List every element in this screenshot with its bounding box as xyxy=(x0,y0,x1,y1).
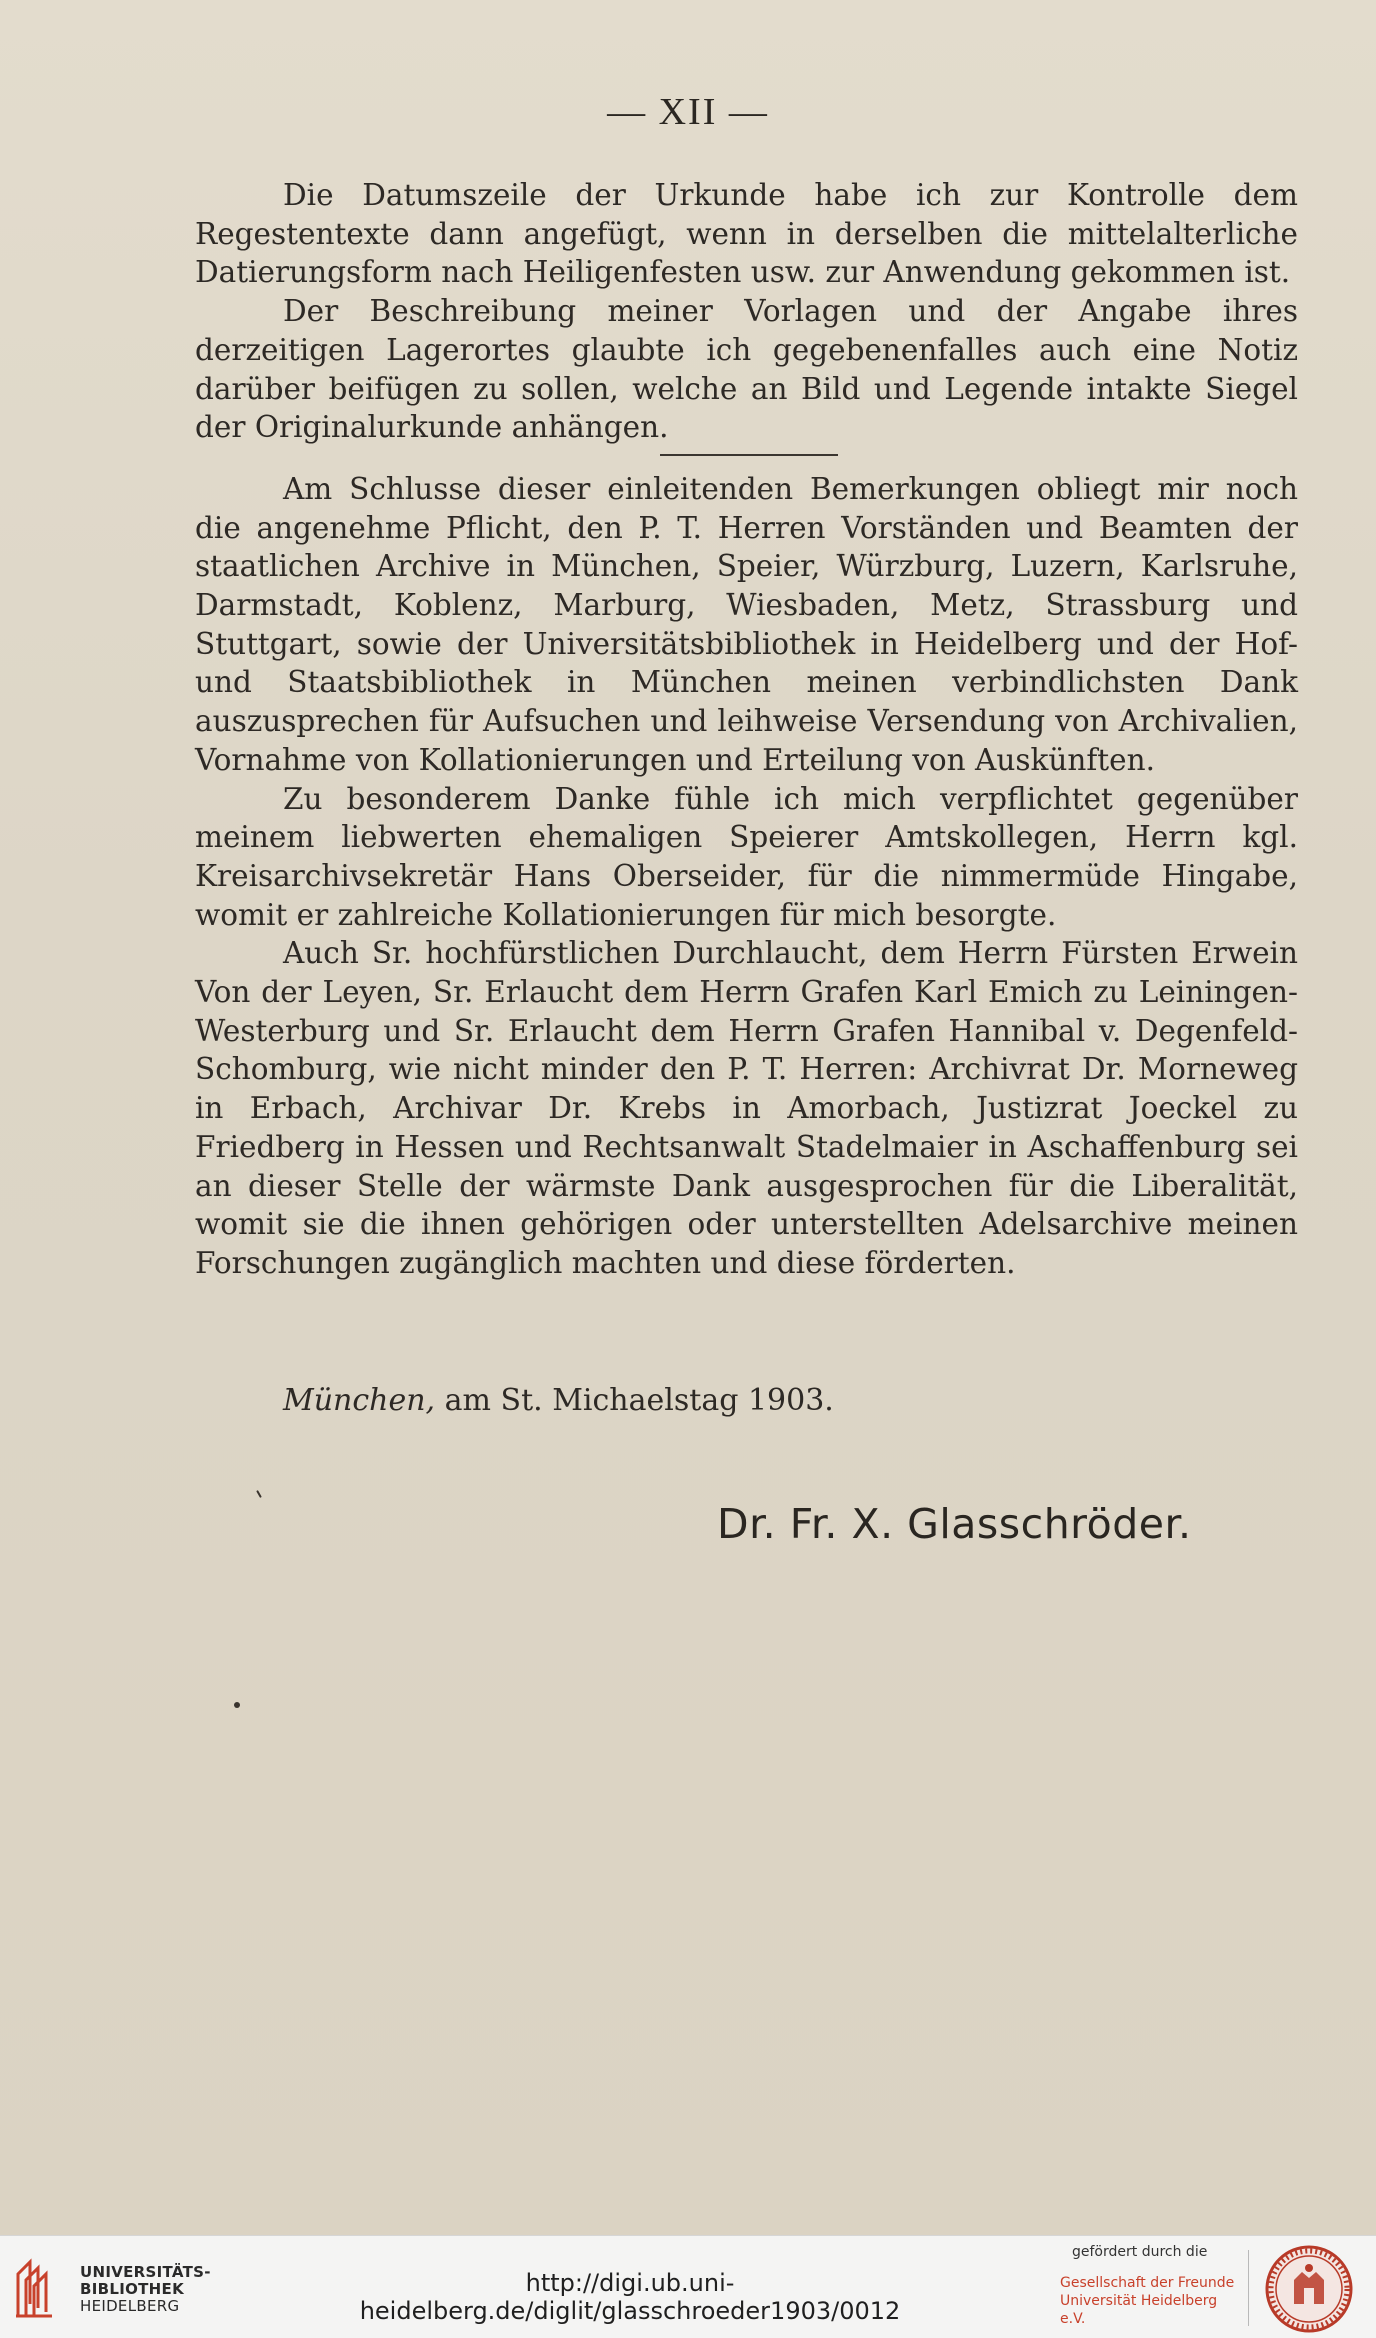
permalink-url[interactable]: http://digi.ub.uni-heidelberg.de/diglit/glasschroeder1903/0012 xyxy=(359,2269,901,2325)
dateline-date: am St. Michaelstag 1903. xyxy=(435,1383,834,1418)
signature: Dr. Fr. X. Glasschröder. xyxy=(717,1500,1192,1548)
library-name-line-3: HEIDELBERG xyxy=(80,2297,180,2315)
paragraph-3: Am Schlusse dieser einleitenden Bemerkungen obliegt mir noch die angenehme Pflicht, den P. T. Herren Vorständen und Beamten der staatlichen Archive in München, Speier, Würzburg, Luzern, Karlsruhe, Darmstadt, Koblenz, Marburg, Wiesbaden, Metz, Strassburg und Stuttgart, sowie der Universitätsbibliothek in Heidelberg und der Hof- und Staatsbibliothek in München meinen verbindlichsten Dank auszusprechen für Aufsuchen und leihweise Versendung von Archivalien, Vornahme von Kollationierungen und Erteilung von Auskünften. xyxy=(195,471,1298,777)
paragraph-1: Die Datumszeile der Urkunde habe ich zur Kontrolle dem Regestentexte dann angefügt, wenn in derselben die mittelalterliche Datierungsform nach Heiligenfesten usw. zur Anwendung gekommen ist. xyxy=(195,178,1298,290)
library-name xyxy=(80,2264,211,2315)
sponsor-block xyxy=(1060,2238,1240,2328)
university-seal-icon[interactable] xyxy=(1264,2244,1354,2334)
sponsor-name-line-1: Gesellschaft der Freunde xyxy=(1060,2275,1235,2291)
paragraph-4: Zu besonderem Danke fühle ich mich verpflichtet gegenüber meinem liebwerten ehemaligen Speierer Amtskollegen, Herrn kgl. Kreisarchivsekretär Hans Oberseider, für die nimmermüde Hingabe, womit er zahlreiche Kollationierungen für mich besorgte. xyxy=(195,781,1298,932)
page-number: — XII — xyxy=(607,91,769,133)
dateline-city: München, xyxy=(283,1383,436,1418)
ink-speck xyxy=(256,1490,262,1498)
dateline xyxy=(283,1383,834,1418)
funded-by-label: gefördert durch die xyxy=(1072,2244,1208,2260)
paragraph-5: Auch Sr. hochfürstlichen Durchlaucht, dem Herrn Fürsten Erwein Von der Leyen, Sr. Erlaucht dem Herrn Grafen Karl Emich zu Leiningen-Westerburg und Sr. Erlaucht dem Herrn Grafen Hannibal v. Degenfeld-Schomburg, wie nicht minder den P. T. Herren: Archivrat Dr. Morneweg in Erbach, Archivar Dr. Krebs in Amorbach, Justizrat Joeckel zu Friedberg in Hessen und Rechtsanwalt Stadelmaier in Aschaffenburg sei an dieser Stelle der wärmste Dank ausgesprochen für die Liberalität, womit sie die ihnen gehörigen oder unterstellten Adelsarchive meinen Forschungen zugänglich machten und diese förderten. xyxy=(195,936,1298,1280)
library-logo-icon[interactable] xyxy=(12,2256,72,2320)
section-divider xyxy=(660,454,838,456)
sponsor-name-line-2: Universität Heidelberg e.V. xyxy=(1060,2293,1218,2327)
paragraph-2: Der Beschreibung meiner Vorlagen und der Angabe ihres derzeitigen Lagerortes glaubte ich gegebenenfalles auch eine Notiz darüber beifügen zu sollen, welche an Bild und Legende intakte Siegel der Originalurkunde anhängen. xyxy=(195,294,1298,445)
footer-bar xyxy=(0,2235,1376,2338)
body-text xyxy=(195,176,1298,1283)
footer-divider xyxy=(1248,2250,1249,2326)
library-name-line-1: UNIVERSITÄTS- xyxy=(80,2263,211,2281)
ink-speck xyxy=(234,1702,240,1708)
library-name-line-2: BIBLIOTHEK xyxy=(80,2280,184,2298)
sponsor-name[interactable] xyxy=(1060,2274,1240,2328)
